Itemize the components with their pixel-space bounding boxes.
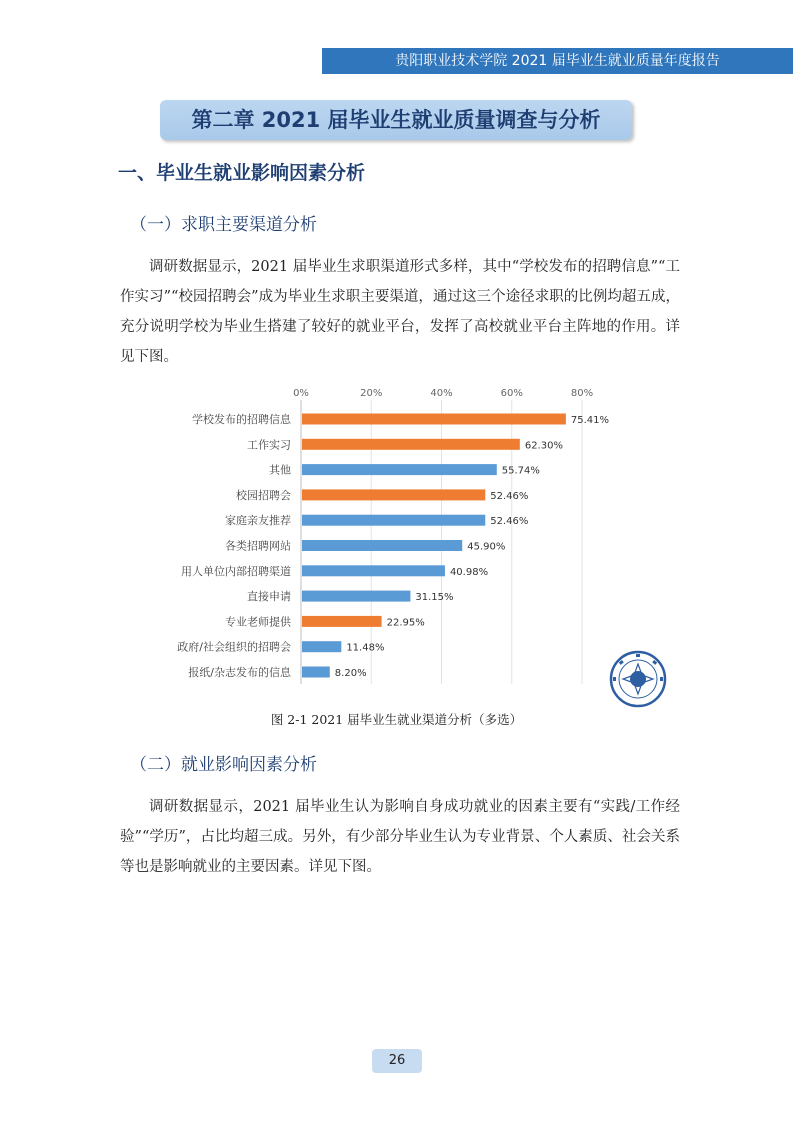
bar [302,464,497,475]
chapter-title: 第二章 2021 届毕业生就业质量调查与分析 [191,108,601,132]
paragraph-1: 调研数据显示，2021 届毕业生求职渠道形式多样，其中“学校发布的招聘信息”“工作实习”“校园招聘会”成为毕业生求职主要渠道，通过这三个途径求职的比例均超五成，充分说明学校为毕业生搭建了较好的就业平台，发挥了高校就业平台主阵地的作用。详见下图。 [120,259,680,365]
bar-chart [0,380,793,700]
x-tick-label: 0% [293,388,309,399]
bar [302,667,330,678]
paragraph-2: 调研数据显示，2021 届毕业生认为影响自身成功就业的因素主要有“实践/工作经验”“学历”，占比均超三成。另外，有少部分毕业生认为专业背景、个人素质、社会关系等也是影响就业的主要因素。详见下图。 [120,799,680,875]
page-number-text: 26 [388,1053,406,1068]
data-label: 11.48% [346,642,385,654]
category-label: 学校发布的招聘信息 [192,413,291,426]
category-label: 报纸/杂志发布的信息 [188,666,291,679]
data-label: 31.15% [415,592,454,604]
data-label: 52.46% [490,516,529,528]
data-label: 45.90% [467,541,506,553]
data-label: 8.20% [334,668,367,679]
data-label: 75.41% [570,415,610,426]
bar [302,565,445,576]
bar [302,641,341,652]
bar [302,540,462,551]
page-number [372,1049,422,1073]
category-label: 工作实习 [247,438,291,452]
data-label: 55.74% [501,465,540,477]
x-tick-label: 60% [500,388,523,399]
x-tick-label: 80% [570,388,594,399]
x-tick-label: 20% [360,388,383,399]
subsection-title-1: （一）求职主要渠道分析 [130,215,317,235]
category-label: 直接申请 [247,590,291,604]
data-label: 40.98% [449,566,489,578]
data-label: 52.46% [490,490,529,502]
category-label: 其他 [269,463,291,477]
bar [302,439,520,450]
category-label: 校园招聘会 [236,488,291,502]
bar [302,591,410,602]
school-logo-icon [609,650,667,708]
subsection-title-2: （二）就业影响因素分析 [130,755,317,775]
category-label: 用人单位内部招聘渠道 [181,564,291,578]
bar [302,489,485,500]
figure-caption: 图 2-1 2021 届毕业生就业渠道分析（多选） [270,712,523,727]
header-bar [322,48,793,74]
x-tick-label: 40% [430,388,453,399]
chapter-title-box [160,100,632,140]
bar [302,515,485,526]
category-label: 家庭亲友推荐 [225,514,291,528]
bar [302,414,566,425]
header-title: 贵阳职业技术学院 2021 届毕业生就业质量年度报告 [395,53,720,69]
section-title: 一、毕业生就业影响因素分析 [118,162,366,184]
data-label: 62.30% [524,440,563,452]
data-label: 22.95% [386,617,425,629]
category-label: 各类招聘网站 [225,539,291,553]
bar [302,616,382,627]
category-label: 专业老师提供 [225,615,291,629]
category-label: 政府/社会组织的招聘会 [177,640,291,654]
